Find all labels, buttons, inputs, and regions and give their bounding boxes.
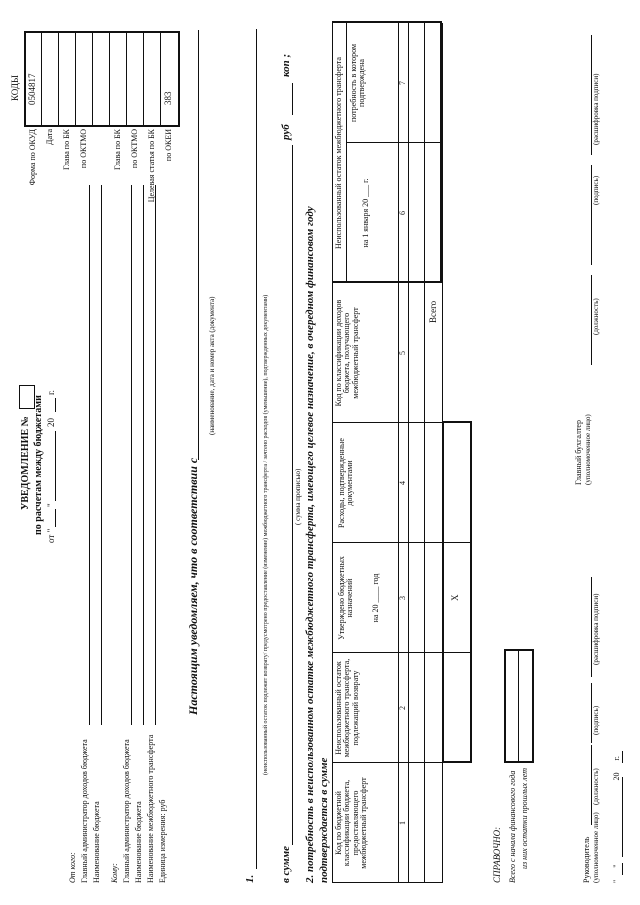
- col3-year: на 20 ____ год: [371, 573, 380, 623]
- col-num-1: 1: [398, 821, 407, 825]
- rukovoditel-podpis-field[interactable]: [591, 683, 592, 743]
- col-num-6: 6: [398, 211, 407, 215]
- signature-date: " " 20 г.: [612, 756, 621, 883]
- date-quote: ": [46, 503, 56, 507]
- spravochno-box: [504, 649, 534, 763]
- code-label: Глава по БК: [113, 129, 122, 170]
- summa-caption: ( сумма прописью): [294, 468, 302, 525]
- signature-date-year-field[interactable]: [622, 751, 623, 763]
- komu-label: Кому:: [110, 863, 119, 883]
- col5-header: Код по классификации доходов бюджета, получающего межбюджетный трансферт: [334, 299, 360, 407]
- section1-num: 1.: [244, 874, 256, 883]
- gl-buh-label: Главный бухгалтер: [574, 420, 583, 485]
- section1-caption: (неиспользованный остаток подлежит возврату/ предусмотрено предоставление (изменение) межбюджетного трансферта / зачтено расходов (уменьшение), подтвержденных документами): [263, 294, 269, 775]
- code-label: по ОКТМО: [79, 129, 88, 169]
- gl-buh-rasshifrovka-field[interactable]: [591, 35, 592, 155]
- section2-line2: подтверждается в сумме: [318, 757, 330, 883]
- spravochno-line2: из них остатки прошлых лет: [520, 768, 529, 869]
- code-label: Глава по БК: [62, 129, 71, 170]
- col-num-3: 3: [398, 596, 407, 600]
- main-table: [332, 21, 474, 883]
- notice-caption: (наименование, дата и номер акта (документа): [208, 296, 216, 435]
- col3-header: Утверждено бюджетных назначений: [337, 556, 355, 640]
- signature-date-day-field[interactable]: [622, 863, 623, 875]
- rukovoditel-rasshifrovka-field[interactable]: [591, 577, 592, 677]
- kop-field[interactable]: [292, 83, 293, 115]
- col67-header: Неиспользованный остаток межбюджетного трансферта: [334, 57, 343, 249]
- code-label: Дата: [45, 129, 54, 145]
- code-label: по ОКЕИ: [164, 129, 173, 162]
- code-label: Целевая статья по БК: [147, 129, 156, 203]
- rub-label: руб: [280, 124, 292, 140]
- spravochno-line1: Всего с начала финансового года: [508, 770, 517, 883]
- col6-header: на 1 января 20 ___ г.: [361, 178, 370, 248]
- naim-transfer-field[interactable]: [155, 185, 156, 725]
- notice-text: Настоящим уведомляем, что в соответствии с: [186, 457, 200, 715]
- notice-act-field[interactable]: [198, 30, 199, 460]
- col-num-7: 7: [398, 81, 407, 85]
- gl-admin-field-1[interactable]: [89, 185, 90, 725]
- gl-admin-label-2: Главный администратор доходов бюджета: [122, 739, 131, 883]
- gl-buh-upolnom: (уполномоченное лицо): [584, 414, 592, 485]
- gl-buh-podpis: (подпись): [592, 175, 600, 205]
- col4-header: Расходы, подтвержденные документами: [337, 438, 355, 528]
- date-year-prefix: 20: [46, 418, 56, 427]
- codes-table: [8, 31, 180, 127]
- date-from: от ": [46, 528, 56, 543]
- naim-budget-field-2[interactable]: [143, 185, 144, 725]
- rukovoditel-label: Руководитель: [582, 836, 591, 883]
- code-value[interactable]: 0504817: [27, 73, 37, 105]
- notice-subtitle: по расчетам между бюджетами: [33, 395, 44, 535]
- edinica-label: Единица измерения: руб: [158, 799, 167, 883]
- signature-date-month-field[interactable]: [622, 777, 623, 857]
- section1-field[interactable]: [256, 29, 257, 869]
- date-g: г.: [46, 390, 56, 395]
- naim-transfer-label: Наименование межбюджетного трансферта: [146, 734, 155, 883]
- col-num-2: 2: [398, 706, 407, 710]
- summa-field[interactable]: [292, 145, 293, 845]
- notice-title: УВЕДОМЛЕНИЕ №: [20, 416, 31, 510]
- naim-budget-label-2: Наименование бюджета: [134, 801, 143, 883]
- right-cols-box: [332, 21, 442, 283]
- gl-admin-label-1: Главный администратор доходов бюджета: [80, 739, 89, 883]
- date-month-field[interactable]: [55, 431, 56, 501]
- col2-header: Неиспользованный остаток межбюджетного трансферта, подлежащий возврату: [334, 658, 360, 758]
- naim-budget-field-1[interactable]: [101, 185, 102, 725]
- rukovoditel-podpis: (подпись): [592, 705, 600, 735]
- date-year-field[interactable]: [55, 398, 56, 412]
- kop-label: коп ;: [280, 53, 292, 77]
- rukovoditel-upolnom: (уполномоченное лицо): [592, 812, 600, 883]
- gl-buh-rasshifrovka: (расшифровка подписи): [592, 73, 600, 145]
- col7-header: потребность в котором подтверждена: [349, 43, 367, 123]
- gl-admin-field-2[interactable]: [131, 185, 132, 725]
- codes-header: КОДЫ: [10, 75, 20, 101]
- col1-header: Код по бюджетной классификации бюджета, предоставляющего межбюджетный трансферт: [334, 777, 369, 869]
- col-num-4: 4: [398, 481, 407, 485]
- code-label: по ОКТМО: [130, 129, 139, 169]
- rukovoditel-dolzhnost: (должность): [592, 768, 600, 805]
- code-value[interactable]: 383: [163, 91, 173, 105]
- col-num-5: 5: [398, 351, 407, 355]
- date-day-field[interactable]: [55, 509, 56, 527]
- vsego-label: Всего: [428, 300, 438, 323]
- gl-buh-podpis-field[interactable]: [591, 165, 592, 265]
- gl-buh-dolzhnost: (должность): [592, 298, 600, 335]
- rukovoditel-rasshifrovka: (расшифровка подписи): [592, 593, 600, 665]
- naim-budget-label-1: Наименование бюджета: [92, 801, 101, 883]
- rukovoditel-dolzhnost-field[interactable]: [591, 745, 592, 825]
- spravochno-title: СПРАВОЧНО:: [492, 826, 502, 883]
- gl-buh-dolzhnost-field[interactable]: [591, 275, 592, 365]
- section2-line1: 2. потребность в неиспользованном остатке межбюджетного трансферта, имеющего целевое назначение, в очередном финансовом году: [304, 206, 316, 883]
- totals-box: [442, 421, 472, 763]
- totals-x: Х: [450, 594, 460, 601]
- code-label: Форма по ОКУД: [28, 129, 37, 186]
- v-summe-label: в сумме: [280, 845, 292, 883]
- ot-kogo-label: От кого:: [68, 852, 77, 883]
